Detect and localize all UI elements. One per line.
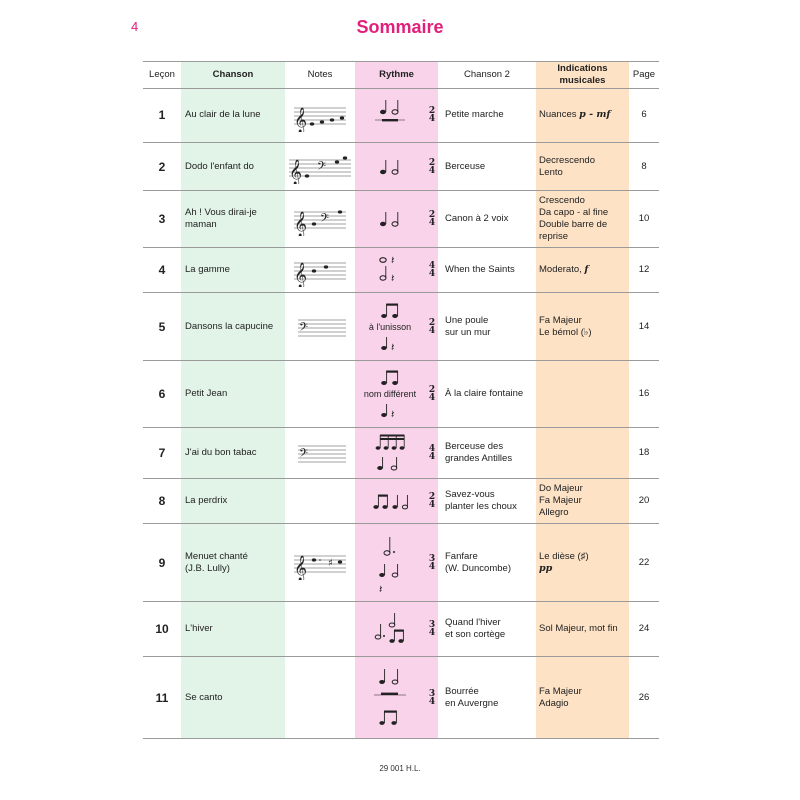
- chanson2-title: Fanfare (W. Duncombe): [445, 550, 511, 574]
- table-row: [143, 479, 659, 524]
- notes-staff: [285, 143, 355, 190]
- chanson2-title: À la claire fontaine: [445, 388, 524, 399]
- indications-text: Nuances p - mf: [539, 109, 611, 120]
- treble-bass-staff-icon: [287, 150, 353, 184]
- header-rythme: Rythme: [379, 69, 414, 80]
- chanson2-title: Quand l'hiver et son cortège: [445, 617, 506, 640]
- rythme-figure: [355, 88, 425, 142]
- time-signature: 3 4: [428, 620, 436, 638]
- table-row: [143, 248, 659, 293]
- time-signature: 2 4: [428, 106, 436, 124]
- time-signature: 3 4: [428, 553, 436, 572]
- rythme-figure: [355, 428, 425, 478]
- indications-text: Moderato, f: [539, 264, 589, 275]
- lecon-number: 1: [158, 108, 166, 122]
- svg-text:𝄞: 𝄞: [289, 159, 303, 184]
- svg-text:𝄢: 𝄢: [320, 212, 330, 228]
- chanson-title: L'hiver: [185, 623, 213, 634]
- time-signature: 2 4: [428, 157, 436, 176]
- chanson-title: Au clair de la lune: [185, 109, 261, 120]
- chanson-title: J'ai du bon tabac: [185, 447, 257, 458]
- svg-text:𝄽: 𝄽: [391, 408, 395, 420]
- svg-text:𝄞: 𝄞: [294, 555, 308, 580]
- chanson-title: Menuet chanté (J.B. Lully): [185, 550, 248, 574]
- header-chanson: Chanson: [212, 69, 254, 80]
- header-indications: Indications musicales: [557, 63, 608, 86]
- lecon-number: 8: [158, 494, 166, 508]
- time-signature: 2 4: [428, 210, 436, 228]
- notes-staff-empty: [285, 479, 355, 523]
- eighth-notes-icon: [370, 368, 410, 388]
- rythme-figure: [355, 293, 425, 360]
- half-rest-eighth-notes-icon: [368, 665, 412, 731]
- svg-text:𝄢: 𝄢: [317, 159, 327, 176]
- time-signature: 2 4: [428, 317, 436, 336]
- chanson-title: Se canto: [185, 691, 223, 703]
- lecon-number: 5: [158, 319, 166, 334]
- table-row: [143, 361, 659, 428]
- chanson2-title: Bourrée en Auvergne: [445, 685, 499, 709]
- indications-text: [539, 361, 629, 427]
- svg-text:𝄽: 𝄽: [391, 340, 395, 353]
- lecon-number: 4: [158, 263, 166, 277]
- table-row: [143, 657, 659, 739]
- rythme-figure: [355, 479, 425, 523]
- table-row: [143, 293, 659, 361]
- quarter-half-notes-icon: [370, 152, 410, 182]
- svg-text:𝄞: 𝄞: [294, 263, 308, 287]
- page-number-cell: 22: [638, 556, 650, 568]
- table-row: [143, 428, 659, 479]
- time-signature: 2 4: [428, 492, 436, 510]
- notes-staff-empty: [285, 657, 355, 738]
- lecon-number: 9: [158, 555, 166, 570]
- rythme-figure: [355, 361, 425, 427]
- chanson-title: La perdrix: [185, 495, 228, 506]
- lecon-number: 2: [158, 159, 166, 174]
- table-row: [143, 602, 659, 657]
- svg-text:𝄢: 𝄢: [299, 320, 309, 337]
- chanson-title: La gamme: [185, 264, 230, 275]
- page-number-cell: 14: [638, 320, 650, 332]
- treble-sharp-staff-icon: [292, 546, 348, 580]
- quarter-rest-icon: [370, 400, 410, 420]
- whole-half-rest-notes-icon: [370, 252, 410, 288]
- notes-staff: [285, 248, 355, 292]
- chanson2-title: Petite marche: [445, 109, 504, 120]
- page-number-cell: 8: [641, 160, 647, 172]
- bass-staff-icon: [292, 440, 348, 466]
- page-number: 4: [131, 19, 139, 34]
- chanson2-title: Une poule sur un mur: [445, 314, 491, 338]
- page-number-cell: 26: [638, 691, 650, 703]
- chanson2-title: Berceuse: [445, 160, 486, 172]
- indications-text: [539, 428, 629, 478]
- dotted-half-quarter-half-rest-icon: [370, 531, 410, 595]
- chanson2-title: Berceuse des grandes Antilles: [445, 441, 513, 464]
- header-notes: Notes: [307, 69, 333, 80]
- svg-text:♯: ♯: [328, 557, 333, 569]
- quarter-rest-icon: [370, 333, 410, 353]
- notes-staff: [285, 191, 355, 247]
- quarter-half-notes-icon: [370, 97, 410, 133]
- chanson-title: Ah ! Vous dirai-je maman: [185, 207, 257, 230]
- table-row: [143, 143, 659, 191]
- table-row: [143, 524, 659, 602]
- rythme-figure: [355, 143, 425, 190]
- time-signature: 3 4: [428, 688, 436, 707]
- indications-text: Le dièse (♯) pp: [539, 550, 589, 574]
- header-lecon: Leçon: [149, 69, 175, 80]
- footer-code: 29 001 H.L.: [379, 764, 421, 773]
- treble-staff-icon: [292, 98, 348, 132]
- indications-text: Fa Majeur Le bémol (♭): [539, 314, 592, 338]
- table-row: [143, 88, 659, 143]
- indications-text: Do Majeur Fa Majeur Allegro: [539, 483, 583, 518]
- page-number-cell: 6: [641, 109, 647, 120]
- rythme-label: à l'unisson: [368, 321, 412, 332]
- notes-staff: [285, 293, 355, 360]
- sixteenth-quarter-half-notes-icon: [370, 431, 410, 475]
- time-signature: 2 4: [428, 385, 436, 403]
- eighth-quarter-half-notes-icon: [368, 488, 412, 514]
- header-chanson2: Chanson 2: [464, 69, 510, 80]
- rythme-figure: [355, 524, 425, 601]
- indications-text: Fa Majeur Adagio: [539, 685, 582, 709]
- table-row: [143, 191, 659, 248]
- quarter-half-notes-icon: [370, 204, 410, 234]
- eighth-notes-icon: [370, 301, 410, 321]
- chanson2-title: Canon à 2 voix: [445, 213, 509, 224]
- notes-staff: [285, 524, 355, 601]
- notes-staff-empty: [285, 602, 355, 656]
- chanson-title: Dansons la capucine: [185, 320, 274, 332]
- page-number-cell: 12: [638, 264, 650, 275]
- page-number-cell: 16: [638, 388, 650, 399]
- rythme-figure: [355, 657, 425, 738]
- chanson-title: Dodo l'enfant do: [185, 160, 254, 172]
- page-number-cell: 24: [638, 623, 650, 634]
- chanson2-title: Savez-vous planter les choux: [445, 489, 517, 512]
- rythme-label: nom différent: [363, 389, 417, 399]
- lecon-number: 3: [158, 212, 166, 226]
- rythme-figure: [355, 248, 425, 292]
- bass-staff-icon: [292, 314, 348, 340]
- notes-staff: [285, 428, 355, 478]
- notes-staff: [285, 88, 355, 142]
- svg-text:𝄽: 𝄽: [391, 272, 395, 285]
- page-number-cell: 20: [638, 495, 650, 506]
- lecon-number: 7: [158, 446, 166, 460]
- table-header: [143, 61, 659, 89]
- treble-bass-staff-icon: [292, 202, 348, 236]
- lecon-number: 10: [155, 622, 169, 636]
- lecon-number: 6: [158, 387, 166, 401]
- page-number-cell: 18: [638, 447, 650, 458]
- header-page: Page: [632, 69, 656, 80]
- svg-text:𝄞: 𝄞: [294, 212, 308, 236]
- notes-staff-empty: [285, 361, 355, 427]
- chanson-title: Petit Jean: [185, 388, 228, 399]
- svg-text:𝄞: 𝄞: [294, 108, 308, 132]
- rythme-figure: [355, 191, 425, 247]
- svg-text:𝄢: 𝄢: [299, 447, 309, 463]
- lecon-number: 11: [155, 690, 169, 705]
- indications-text: Decrescendo Lento: [539, 154, 595, 178]
- chanson2-title: When the Saints: [445, 264, 515, 275]
- indications-text: Crescendo Da capo - al fine Double barre de reprise: [539, 195, 609, 242]
- svg-text:𝄽: 𝄽: [379, 582, 383, 595]
- svg-text:𝄽: 𝄽: [391, 254, 395, 267]
- treble-staff-icon: [292, 253, 348, 287]
- page-number-cell: 10: [638, 213, 650, 224]
- page-title: Sommaire: [356, 17, 444, 37]
- time-signature: 4 4: [428, 261, 436, 279]
- time-signature: 4 4: [428, 444, 436, 462]
- indications-text: Sol Majeur, mot fin: [539, 623, 618, 634]
- dotted-half-eighth-notes-icon: [368, 611, 412, 647]
- rythme-figure: [355, 602, 425, 656]
